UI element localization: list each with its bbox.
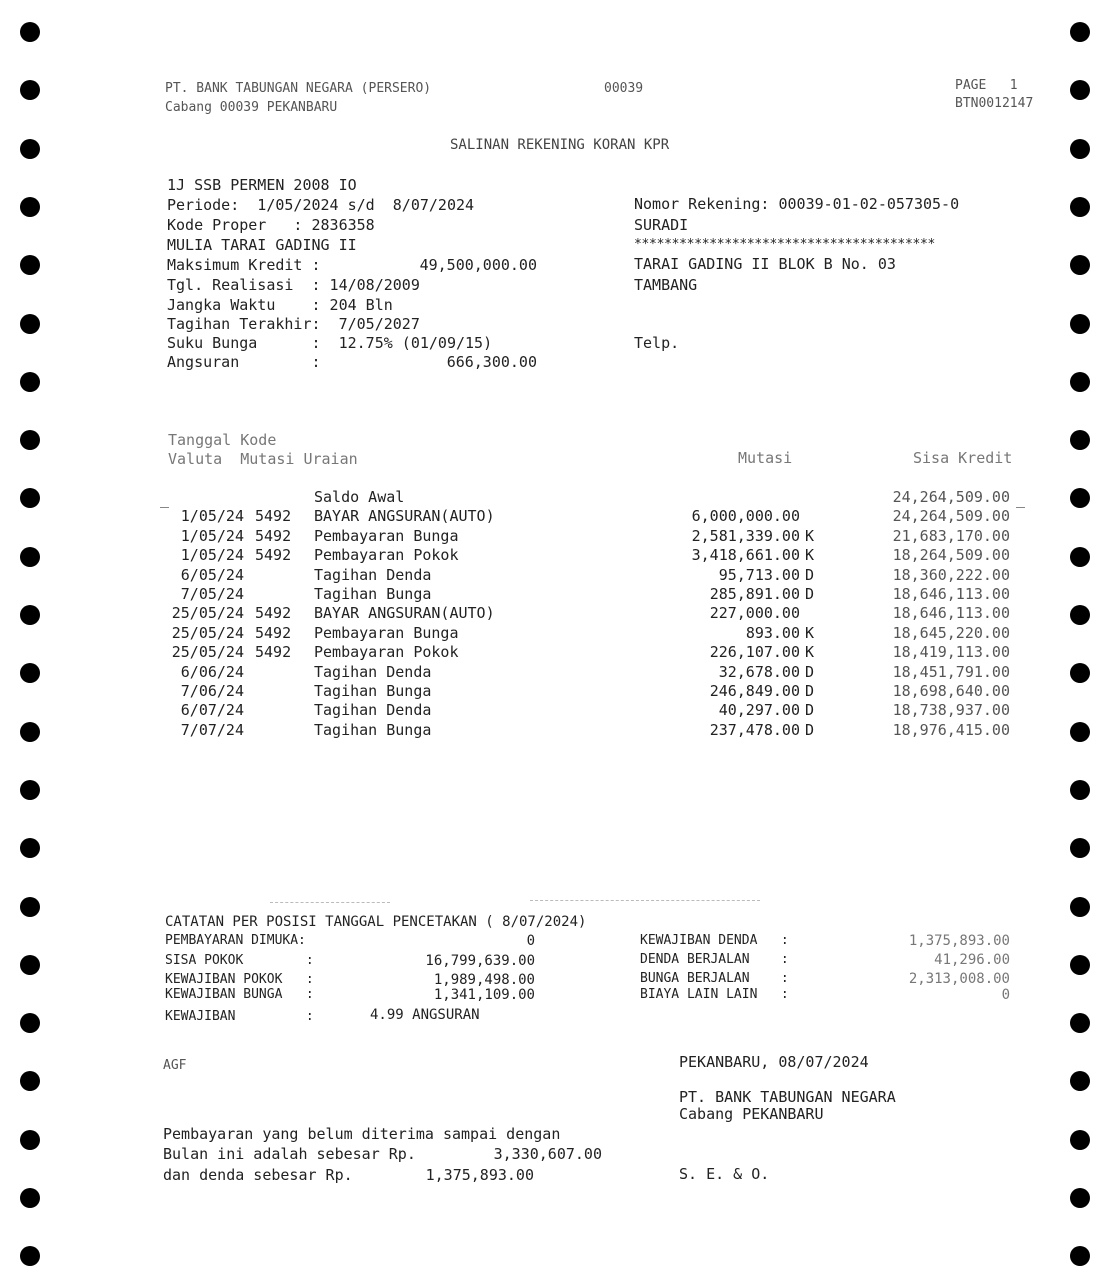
summary-right-value: 0	[1001, 987, 1010, 1003]
summary-left-label: KEWAJIBAN BUNGA :	[165, 987, 314, 1002]
tx-sisa: 18,976,415.00	[892, 720, 1010, 739]
summary-right-label: KEWAJIBAN DENDA :	[640, 933, 789, 948]
tractor-hole	[1070, 255, 1090, 275]
tx-desc: Saldo Awal	[314, 488, 405, 506]
page-number: PAGE 1	[955, 78, 1018, 93]
tractor-hole	[20, 780, 40, 800]
tx-dk: D	[805, 720, 815, 739]
col-head-mutasi: Mutasi	[738, 449, 793, 467]
nomor-rekening: Nomor Rekening: 00039-01-02-057305-0	[634, 195, 960, 213]
tractor-hole	[1070, 488, 1090, 508]
page-title: SALINAN REKENING KORAN KPR	[450, 137, 670, 153]
table-row	[160, 585, 1020, 604]
table-row	[160, 488, 1020, 507]
jangka-waktu: Jangka Waktu : 204 Bln	[167, 296, 393, 314]
tx-sisa: 24,264,509.00	[892, 488, 1010, 506]
tx-dk: K	[805, 546, 815, 565]
suku-bunga: Suku Bunga : 12.75% (01/09/15)	[167, 334, 493, 352]
summary-left-label: SISA POKOK :	[165, 953, 314, 968]
table-start-mark: _	[160, 490, 170, 508]
tx-mutasi: 285,891.00	[709, 585, 800, 603]
product-name: 1J SSB PERMEN 2008 IO	[167, 176, 357, 194]
tx-mutasi: 2,581,339.00	[691, 526, 800, 545]
tx-sisa: 24,264,509.00	[892, 507, 1010, 526]
tractor-hole	[20, 255, 40, 275]
tx-desc: Tagihan Bunga	[314, 720, 432, 739]
tractor-hole	[1070, 722, 1090, 742]
note-line-2: Bulan ini adalah sebesar Rp.	[163, 1145, 416, 1163]
tgl-realisasi: Tgl. Realisasi : 14/08/2009	[167, 276, 420, 294]
tx-desc: Tagihan Bunga	[314, 682, 432, 700]
tx-date: 1/05/24	[180, 526, 244, 545]
tx-date: 25/05/24	[171, 623, 244, 642]
tx-mutasi: 246,849.00	[709, 682, 800, 700]
tx-dk: D	[805, 565, 815, 584]
table-row	[160, 624, 1020, 643]
note-line-2-value: 3,330,607.00	[493, 1145, 602, 1163]
project-name: MULIA TARAI GADING II	[167, 236, 357, 254]
tx-mutasi: 226,107.00	[709, 643, 800, 662]
tx-sisa: 18,646,113.00	[892, 585, 1010, 603]
tx-code: 5492	[255, 546, 292, 565]
tractor-hole	[1070, 897, 1090, 917]
tx-date: 7/06/24	[180, 682, 244, 700]
tx-sisa: 18,360,222.00	[892, 565, 1010, 584]
table-row	[160, 507, 1020, 526]
tx-dk: D	[805, 682, 815, 700]
tractor-hole	[1070, 80, 1090, 100]
tx-date: 1/05/24	[180, 507, 244, 526]
tractor-hole	[20, 139, 40, 159]
customer-city: TAMBANG	[634, 276, 698, 294]
tx-desc: Tagihan Denda	[314, 662, 432, 681]
tx-dk: K	[805, 526, 815, 545]
tractor-hole	[20, 22, 40, 42]
table-row	[160, 527, 1020, 546]
tractor-hole	[20, 1246, 40, 1266]
tx-date: 7/07/24	[180, 720, 244, 739]
table-end-mark: _	[1016, 490, 1026, 508]
tx-mutasi: 95,713.00	[718, 565, 800, 584]
agf-label: AGF	[163, 1058, 187, 1073]
angsuran-label: Angsuran :	[167, 353, 321, 371]
tractor-hole	[20, 955, 40, 975]
tractor-hole	[1070, 372, 1090, 392]
tx-sisa: 18,419,113.00	[892, 643, 1010, 662]
tractor-hole	[20, 1013, 40, 1033]
periode: Periode: 1/05/2024 s/d 8/07/2024	[167, 196, 475, 214]
tractor-hole	[1070, 139, 1090, 159]
tractor-hole	[20, 1130, 40, 1150]
summary-right-label: DENDA BERJALAN :	[640, 952, 789, 967]
tractor-hole	[1070, 197, 1090, 217]
tx-date: 6/06/24	[180, 662, 244, 681]
tractor-hole	[20, 1071, 40, 1091]
tx-date: 7/05/24	[180, 585, 244, 603]
summary-right-value: 2,313,008.00	[908, 971, 1010, 987]
tractor-hole	[20, 605, 40, 625]
tx-dk: K	[805, 643, 815, 662]
tractor-hole	[20, 80, 40, 100]
tractor-hole	[1070, 1130, 1090, 1150]
summary-left-label: KEWAJIBAN POKOK :	[165, 972, 314, 987]
tx-mutasi: 6,000,000.00	[691, 507, 800, 526]
footer-bank: PT. BANK TABUNGAN NEGARA	[679, 1088, 896, 1106]
maksimum-kredit-value: 49,500,000.00	[419, 256, 537, 274]
kewajiban-label: KEWAJIBAN :	[165, 1009, 314, 1024]
tx-date: 25/05/24	[171, 643, 244, 662]
col-head-tanggal-kode: Tanggal Kode	[168, 431, 277, 449]
tractor-hole	[20, 197, 40, 217]
table-row	[160, 701, 1020, 720]
summary-left-value: 1,989,498.00	[433, 972, 535, 988]
tractor-hole	[1070, 955, 1090, 975]
masked-line: ****************************************	[634, 237, 936, 252]
summary-left-value: 1,341,109.00	[433, 987, 535, 1003]
tractor-hole	[1070, 430, 1090, 450]
table-row	[160, 663, 1020, 682]
tractor-hole	[1070, 314, 1090, 334]
table-row	[160, 721, 1020, 740]
tagihan-terakhir: Tagihan Terakhir: 7/05/2027	[167, 315, 420, 333]
tractor-hole	[1070, 1246, 1090, 1266]
table-row	[160, 546, 1020, 565]
tx-mutasi: 40,297.00	[718, 701, 800, 720]
summary-right-label: BIAYA LAIN LAIN :	[640, 987, 789, 1002]
tx-desc: Tagihan Denda	[314, 701, 432, 720]
tx-date: 6/07/24	[180, 701, 244, 720]
tx-mutasi: 3,418,661.00	[691, 546, 800, 565]
tx-date: 1/05/24	[180, 546, 244, 565]
tx-sisa: 18,646,113.00	[892, 604, 1010, 623]
tractor-hole	[1070, 780, 1090, 800]
tx-code: 5492	[255, 604, 292, 623]
tx-dk: K	[805, 623, 815, 642]
table-row	[160, 682, 1020, 701]
tractor-hole	[1070, 1188, 1090, 1208]
angsuran-value: 666,300.00	[446, 353, 537, 371]
tx-sisa: 18,738,937.00	[892, 701, 1010, 720]
customer-address: TARAI GADING II BLOK B No. 03	[634, 255, 896, 273]
tx-dk: D	[805, 662, 815, 681]
kewajiban-value: 4.99 ANGSURAN	[370, 1007, 480, 1023]
customer-telp: Telp.	[634, 334, 680, 352]
tx-sisa: 18,451,791.00	[892, 662, 1010, 681]
summary-right-value: 1,375,893.00	[908, 933, 1010, 949]
tractor-hole	[20, 722, 40, 742]
kode-proper: Kode Proper : 2836358	[167, 216, 375, 234]
tx-desc: BAYAR ANGSURAN(AUTO)	[314, 604, 495, 623]
tx-mutasi: 237,478.00	[709, 720, 800, 739]
tx-mutasi: 893.00	[745, 623, 800, 642]
tx-desc: BAYAR ANGSURAN(AUTO)	[314, 507, 495, 526]
tractor-hole	[1070, 547, 1090, 567]
summary-divider-left	[270, 902, 390, 903]
report-id: BTN0012147	[955, 96, 1034, 111]
tx-desc: Tagihan Bunga	[314, 585, 432, 603]
tractor-hole	[1070, 1013, 1090, 1033]
tx-sisa: 21,683,170.00	[892, 526, 1010, 545]
tx-mutasi: 32,678.00	[718, 662, 800, 681]
note-line-1: Pembayaran yang belum diterima sampai dengan	[163, 1125, 561, 1143]
table-row	[160, 566, 1020, 585]
tx-desc: Pembayaran Pokok	[314, 546, 459, 565]
place-date: PEKANBARU, 08/07/2024	[679, 1053, 869, 1071]
summary-divider-right	[530, 900, 760, 901]
tx-code: 5492	[255, 526, 292, 545]
tx-desc: Pembayaran Bunga	[314, 623, 459, 642]
tx-sisa: 18,698,640.00	[892, 682, 1010, 700]
tx-desc: Pembayaran Bunga	[314, 526, 459, 545]
tractor-hole	[1070, 663, 1090, 683]
summary-right-label: BUNGA BERJALAN :	[640, 971, 789, 986]
bank-name: PT. BANK TABUNGAN NEGARA (PERSERO)	[165, 81, 432, 96]
tx-sisa: 18,645,220.00	[892, 623, 1010, 642]
tractor-hole	[20, 372, 40, 392]
tractor-hole	[1070, 1071, 1090, 1091]
tx-sisa: 18,264,509.00	[892, 546, 1010, 565]
summary-left-label: PEMBAYARAN DIMUKA:	[165, 933, 306, 948]
tractor-hole	[20, 430, 40, 450]
table-row	[160, 643, 1020, 662]
tractor-hole	[20, 547, 40, 567]
tx-code: 5492	[255, 623, 292, 642]
summary-left-value: 16,799,639.00	[425, 953, 535, 969]
col-head-valuta-mutasi: Valuta Mutasi Uraian	[168, 450, 358, 468]
tx-code: 5492	[255, 643, 292, 662]
tractor-hole	[1070, 22, 1090, 42]
tx-dk: D	[805, 585, 815, 603]
tractor-hole	[20, 897, 40, 917]
maksimum-kredit-label: Maksimum Kredit :	[167, 256, 321, 274]
tx-date: 25/05/24	[171, 604, 244, 623]
summary-left-value: 0	[526, 933, 535, 949]
seo-mark: S. E. & O.	[679, 1165, 770, 1183]
tx-dk: D	[805, 701, 815, 720]
branch-code: 00039	[604, 81, 644, 96]
tx-mutasi: 227,000.00	[709, 604, 800, 623]
summary-heading: CATATAN PER POSISI TANGGAL PENCETAKAN ( 8/07/2024)	[165, 914, 587, 930]
tx-desc: Pembayaran Pokok	[314, 643, 459, 662]
tractor-hole	[1070, 605, 1090, 625]
tractor-hole	[1070, 838, 1090, 858]
tractor-hole	[20, 663, 40, 683]
col-head-sisa-kredit: Sisa Kredit	[913, 449, 1013, 467]
note-line-3-value: 1,375,893.00	[425, 1166, 534, 1184]
tx-date: 6/05/24	[180, 565, 244, 584]
customer-name: SURADI	[634, 216, 689, 234]
tractor-hole	[20, 314, 40, 334]
footer-branch: Cabang PEKANBARU	[679, 1105, 824, 1123]
tractor-hole	[20, 838, 40, 858]
tx-code: 5492	[255, 507, 292, 526]
summary-right-value: 41,296.00	[934, 952, 1010, 968]
note-line-3: dan denda sebesar Rp.	[163, 1166, 353, 1184]
tx-desc: Tagihan Denda	[314, 565, 432, 584]
branch-name: Cabang 00039 PEKANBARU	[165, 100, 338, 115]
table-row	[160, 604, 1020, 623]
tractor-hole	[20, 1188, 40, 1208]
tractor-hole	[20, 488, 40, 508]
